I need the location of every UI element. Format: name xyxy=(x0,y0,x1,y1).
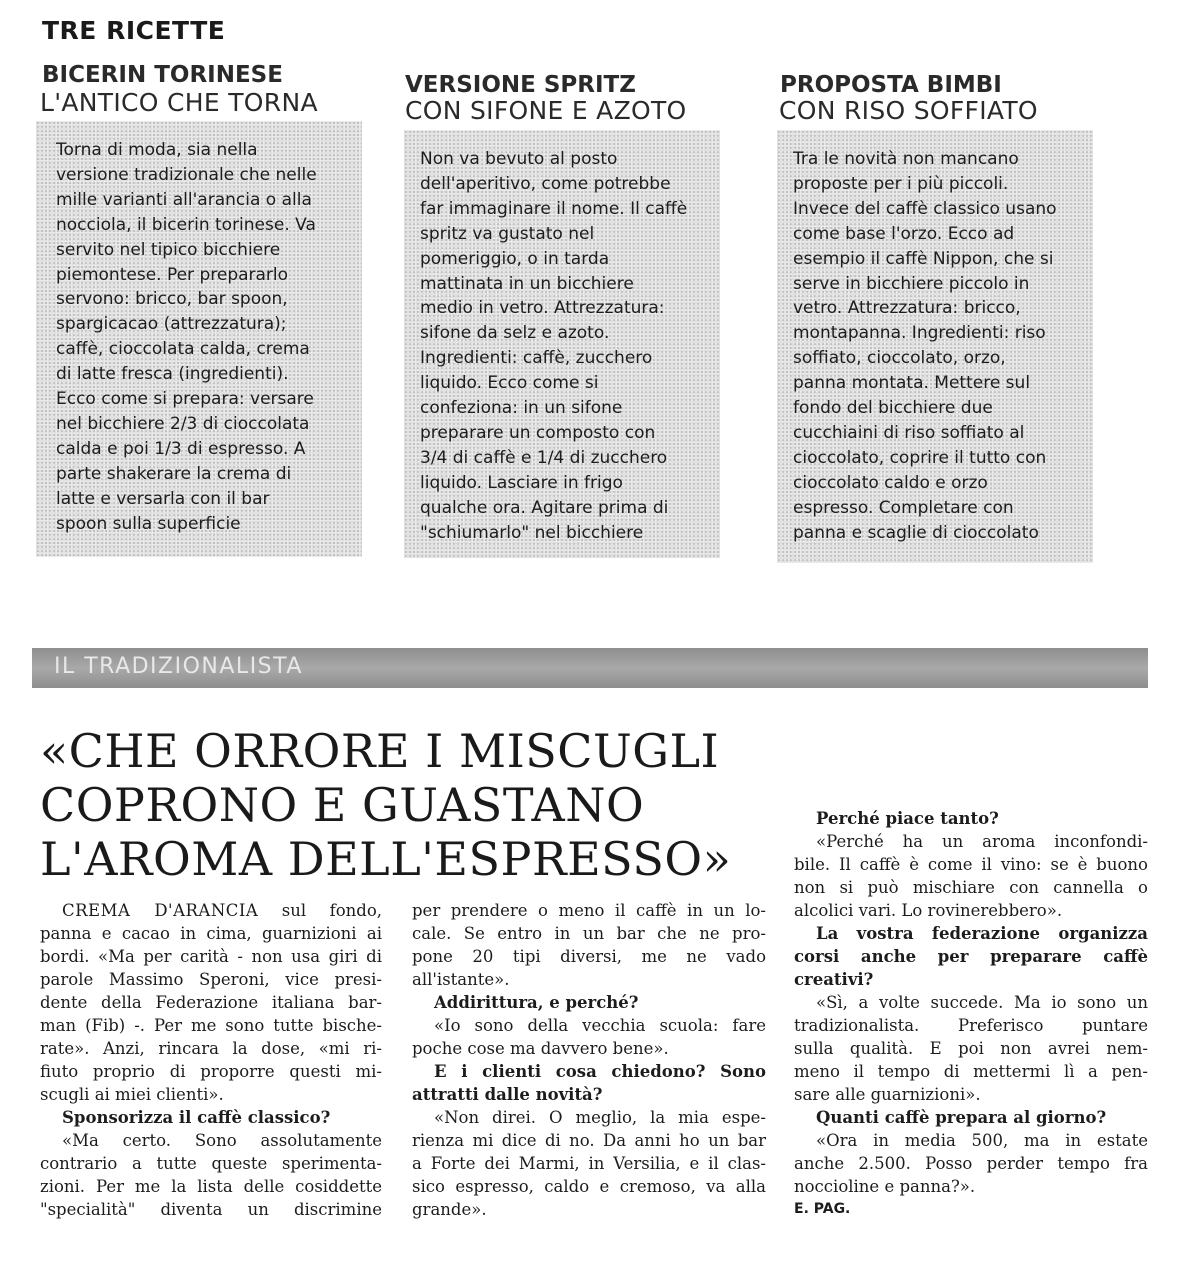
recipe-line: dell'aperitivo, come potrebbe xyxy=(420,173,671,194)
answer-line: «Perché ha un aroma inconfondi- xyxy=(816,832,1148,851)
body-line: per prendere o meno il caffè in un lo- xyxy=(412,901,766,920)
body-line: all'istante». xyxy=(412,970,510,989)
body-line: pone 20 tipi diversi, me ne vado xyxy=(412,947,766,966)
headline xyxy=(40,724,731,886)
recipe-line: esempio il caffè Nippon, che si xyxy=(793,248,1054,269)
question: E i clienti cosa chiedono? Sono xyxy=(434,1062,766,1081)
answer-line: «Ma certo. Sono assolutamente xyxy=(62,1131,382,1150)
recipe-subtitle-bicerin: L'ANTICO CHE TORNA xyxy=(40,88,318,117)
question: La vostra federazione organizza xyxy=(816,924,1148,943)
answer-line: «Non direi. O meglio, la mia espe- xyxy=(434,1108,766,1127)
answer-line: tradizionalista. Preferisco puntare xyxy=(794,1016,1148,1035)
recipe-subtitle-spritz: CON SIFONE E AZOTO xyxy=(405,96,687,125)
recipe-line: mattinata in un bicchiere xyxy=(420,273,634,294)
recipe-line: spoon sulla superficie xyxy=(56,513,241,534)
recipe-line: versione tradizionale che nelle xyxy=(56,164,317,185)
recipe-line: cioccolato, coprire il tutto con xyxy=(793,447,1047,468)
body-line: cale. Se entro in un bar che ne pro- xyxy=(412,924,766,943)
recipe-title-spritz: VERSIONE SPRITZ xyxy=(405,72,636,98)
body-line: fiuto proprio di proporre questi mi- xyxy=(40,1062,382,1081)
lead-rest: sul fondo, xyxy=(258,901,382,920)
answer-line: "specialità" diventa un discrimine xyxy=(40,1200,382,1219)
question: Addirittura, e perché? xyxy=(434,993,639,1012)
recipe-line: Ecco come si prepara: versare xyxy=(56,389,314,410)
recipe-line: vetro. Attrezzatura: bricco, xyxy=(793,298,1021,319)
body-line: scugli ai miei clienti». xyxy=(40,1085,224,1104)
recipe-line: Invece del caffè classico usano xyxy=(793,198,1057,219)
recipe-title-bimbi: PROPOSTA BIMBI xyxy=(780,72,1002,98)
recipe-line: qualche ora. Agitare prima di xyxy=(420,497,669,518)
recipe-line: servito nel tipico bicchiere xyxy=(56,239,281,260)
question: attratti dalle novità? xyxy=(412,1085,603,1104)
answer-line: contrario a tutte queste sperimenta- xyxy=(40,1154,382,1173)
recipe-line: preparare un composto con xyxy=(420,422,656,443)
recipe-line: spritz va gustato nel xyxy=(420,223,595,244)
recipe-line: panna e scaglie di cioccolato xyxy=(793,522,1039,543)
article-column-3 xyxy=(794,807,1148,1221)
recipe-line: caffè, cioccolata calda, crema xyxy=(56,339,310,360)
banner-label: IL TRADIZIONALISTA xyxy=(54,654,303,679)
recipe-line: serve in bicchiere piccolo in xyxy=(793,273,1030,294)
body-line: parole Massimo Speroni, vice presi- xyxy=(40,970,382,989)
answer-line: meno il tempo di mettermi lì a pen- xyxy=(794,1062,1148,1081)
body-line: rate». Anzi, rincara la dose, «mi ri- xyxy=(40,1039,382,1058)
recipe-body-spritz xyxy=(420,147,687,546)
answer-line: «Ora in media 500, ma in estate xyxy=(816,1131,1148,1150)
answer-line: sico espresso, caldo e cremoso, va alla xyxy=(412,1177,766,1196)
recipe-line: 3/4 di caffè e 1/4 di zucchero xyxy=(420,447,668,468)
recipe-line: soffiato, cioccolato, orzo, xyxy=(793,348,1006,369)
article-column-2 xyxy=(412,899,766,1221)
answer-line: alcolici vari. Lo rovinerebbero». xyxy=(794,901,1063,920)
recipe-line: "schiumarlo" nel bicchiere xyxy=(420,522,644,543)
recipe-line: Ingredienti: caffè, zucchero xyxy=(420,348,653,369)
answer-line: «Io sono della vecchia scuola: fare xyxy=(434,1016,766,1035)
body-line: dente della Federazione italiana bar- xyxy=(40,993,382,1012)
recipe-title-bicerin: BICERIN TORINESE xyxy=(42,62,283,88)
recipe-line: calda e poi 1/3 di espresso. A xyxy=(56,438,306,459)
question: Quanti caffè prepara al giorno? xyxy=(816,1108,1107,1127)
recipe-line: Tra le novità non mancano xyxy=(793,149,1019,169)
recipe-subtitle-bimbi: CON RISO SOFFIATO xyxy=(779,96,1038,125)
recipe-line: Torna di moda, sia nella xyxy=(56,140,258,160)
lead-line xyxy=(40,899,382,922)
recipe-line: confeziona: in un sifone xyxy=(420,398,623,419)
recipe-line: liquido. Ecco come si xyxy=(420,373,599,394)
question: corsi anche per preparare caffè xyxy=(794,947,1148,966)
lead-caps: CREMA D'ARANCIA xyxy=(62,901,259,920)
body-line: bordi. «Ma per carità - non usa giri di xyxy=(40,947,382,966)
headline-line: COPRONO E GUASTANO xyxy=(40,778,645,832)
headline-line: L'AROMA DELL'ESPRESSO» xyxy=(40,832,732,886)
recipe-body-bimbi xyxy=(793,147,1057,546)
question: Perché piace tanto? xyxy=(816,809,999,828)
question: Sponsorizza il caffè classico? xyxy=(62,1108,331,1127)
answer-line: poche cose ma davvero bene». xyxy=(412,1039,669,1058)
recipe-line: fondo del bicchiere due xyxy=(793,398,993,419)
recipe-line: spargicacao (attrezzatura); xyxy=(56,314,287,335)
recipe-line: cioccolato caldo e orzo xyxy=(793,472,988,493)
recipe-box-bicerin xyxy=(36,121,362,557)
recipe-line: come base l'orzo. Ecco ad xyxy=(793,223,1015,244)
answer-line: sulla qualità. E poi non avrei nem- xyxy=(794,1039,1148,1058)
answer-line: rienza mi dice di no. Da anni ho un bar xyxy=(412,1131,766,1150)
section-kicker: TRE RICETTE xyxy=(42,16,226,45)
recipe-line: latte e versarla con il bar xyxy=(56,488,270,509)
recipe-line: montapanna. Ingredienti: riso xyxy=(793,323,1046,344)
author-signature: E. PAG. xyxy=(794,1201,851,1217)
body-line: panna e cacao in cima, guarnizioni ai xyxy=(40,924,382,943)
answer-line: «Sì, a volte succede. Ma io sono un xyxy=(816,993,1148,1012)
recipe-line: parte shakerare la crema di xyxy=(56,463,292,484)
recipe-line: medio in vetro. Attrezzatura: xyxy=(420,298,665,319)
recipe-body-bicerin xyxy=(56,138,317,537)
answer-line: a Forte dei Marmi, in Versilia, e il clas- xyxy=(412,1154,766,1173)
recipe-line: espresso. Completare con xyxy=(793,497,1014,518)
recipe-line: nocciola, il bicerin torinese. Va xyxy=(56,214,316,235)
recipe-line: nel bicchiere 2/3 di cioccolata xyxy=(56,413,310,434)
headline-line: «CHE ORRORE I MISCUGLI xyxy=(40,724,720,778)
recipe-line: pomeriggio, o in tarda xyxy=(420,248,610,269)
recipe-line: sifone da selz e azoto. xyxy=(420,323,610,344)
answer-line: zioni. Per me la lista delle cosiddette xyxy=(40,1177,382,1196)
recipe-line: Non va bevuto al posto xyxy=(420,149,618,169)
answer-line: noccioline e panna?». xyxy=(794,1177,976,1196)
recipe-line: di latte fresca (ingredienti). xyxy=(56,364,289,385)
recipe-line: mille varianti all'arancia o alla xyxy=(56,189,312,210)
recipe-line: liquido. Lasciare in frigo xyxy=(420,472,623,493)
answer-line: anche 2.500. Posso perder tempo fra xyxy=(794,1154,1148,1173)
recipe-line: piemontese. Per prepararlo xyxy=(56,264,289,285)
question: creativi? xyxy=(794,970,874,989)
answer-line: grande». xyxy=(412,1200,487,1219)
recipe-line: cucchiaini di riso soffiato al xyxy=(793,422,1025,443)
section-banner xyxy=(32,648,1148,688)
recipe-line: far immaginare il nome. Il caffè xyxy=(420,198,688,219)
recipe-line: proposte per i più piccoli. xyxy=(793,173,1009,194)
answer-line: non si può mischiare con cannella o xyxy=(794,878,1148,897)
recipe-box-bimbi xyxy=(777,130,1093,563)
answer-line: bile. Il caffè è come il vino: se è buono xyxy=(794,855,1148,874)
answer-line: sare alle guarnizioni». xyxy=(794,1085,981,1104)
recipe-line: panna montata. Mettere sul xyxy=(793,373,1031,394)
recipe-line: servono: bricco, bar spoon, xyxy=(56,289,288,310)
body-line: man (Fib) -. Per me sono tutte bische- xyxy=(40,1016,382,1035)
article-column-1 xyxy=(40,899,382,1221)
recipe-box-spritz xyxy=(404,130,720,558)
